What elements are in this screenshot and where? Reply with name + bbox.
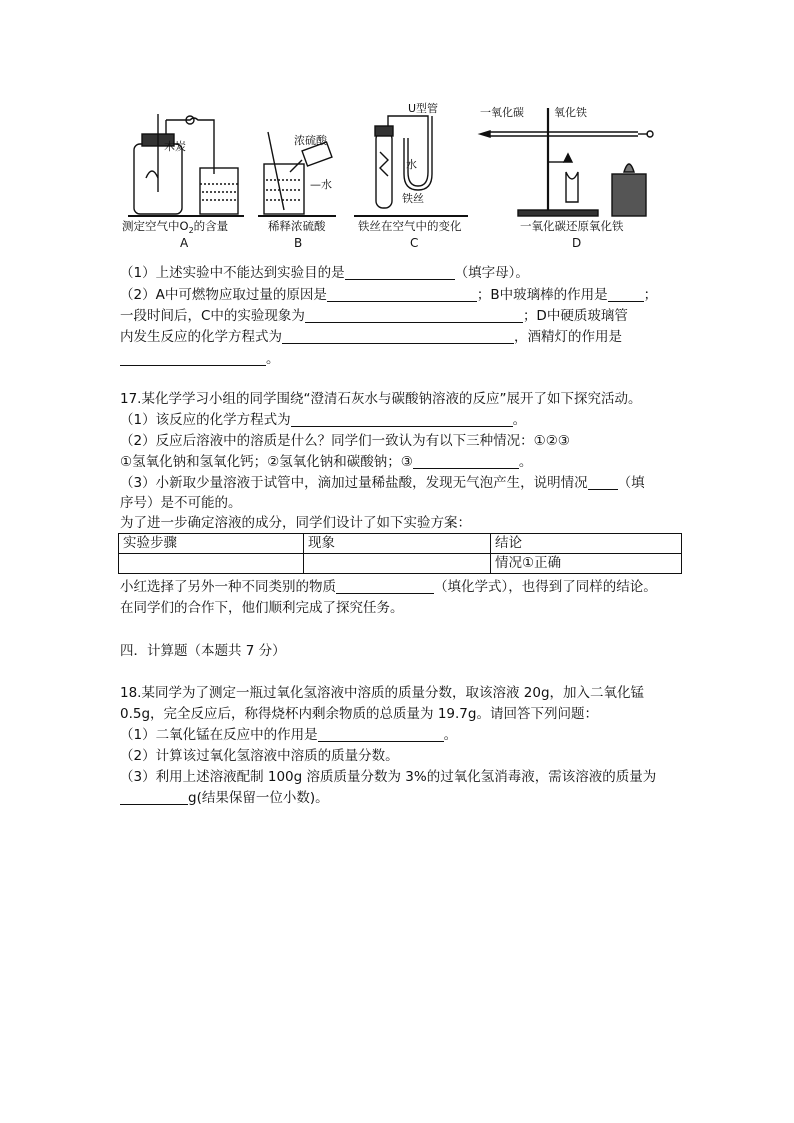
answer-blank[interactable]	[336, 579, 434, 594]
label-water-b: —水	[310, 178, 332, 191]
q18-part1: （1）二氧化锰在反应中的作用是 。	[120, 727, 458, 743]
q18-part3: （3）利用上述溶液配制 100g 溶质质量分数为 3%的过氧化氢消毒液，需该溶液的质量为	[120, 769, 657, 785]
q16-part5: 。	[120, 350, 280, 368]
q18-part2: （2）计算该过氧化氢溶液中溶质的质量分数。	[120, 748, 399, 764]
caption-c: 铁丝在空气中的变化	[358, 219, 462, 233]
answer-blank[interactable]	[282, 329, 514, 344]
caption-b: 稀释浓硫酸	[268, 219, 326, 233]
letter-d: D	[572, 236, 582, 250]
q17-part2: （2）反应后溶液中的溶质是什么？同学们一致认为有以下三种情况：①②③	[120, 433, 570, 449]
apparatus-d	[480, 108, 653, 216]
q16-part1: （1）上述实验中不能达到实验目的是 （填字母）。	[120, 265, 529, 281]
answer-blank[interactable]	[120, 790, 188, 805]
q17-part5: 小红选择了另外一种不同类别的物质 （填化学式），也得到了同样的结论。	[120, 579, 657, 595]
label-water-c: 水	[406, 158, 417, 171]
table-header-row	[119, 534, 682, 554]
answer-blank[interactable]	[608, 287, 644, 302]
apparatus-drawing	[118, 102, 678, 254]
label-co: 一氧化碳	[480, 106, 524, 119]
answer-blank[interactable]	[318, 727, 444, 742]
table-row	[119, 554, 682, 574]
answer-blank[interactable]	[345, 265, 455, 280]
table-header-cell: 现象	[304, 534, 491, 554]
q16-part4: 内发生反应的化学方程式为 ，酒精灯的作用是	[120, 329, 622, 345]
q18-part3b: g(结果保留一位小数)。	[120, 789, 329, 807]
answer-blank[interactable]	[120, 351, 266, 366]
table-cell: 情况①正确	[491, 554, 682, 574]
answer-blank[interactable]	[413, 454, 519, 469]
table-header-cell: 结论	[491, 534, 682, 554]
caption-a: 测定空气中$O_2$的含量	[122, 219, 229, 235]
section-4-title: 四．计算题（本题共 7 分）	[120, 643, 286, 659]
q16-part3: 一段时间后，C中的实验现象为 ；D中硬质玻璃管	[120, 308, 628, 324]
answer-blank[interactable]	[291, 412, 513, 427]
q17-part3: （3）小新取少量溶液于试管中，滴加过量稀盐酸，发现无气泡产生，说明情况 （填	[120, 475, 645, 491]
q17-part3b: 序号）是不可能的。	[120, 495, 242, 511]
q17-stem: 17.某化学学习小组的同学围绕“澄清石灰水与碳酸钠溶液的反应”展开了如下探究活动。	[120, 391, 642, 407]
q17-part2b: ①氢氧化钠和氢氧化钙；②氢氧化钠和碳酸钠；③ 。	[120, 454, 533, 470]
q18-stem-2: 0.5g，完全反应后，称得烧杯内剩余物质的总质量为 19.7g。请回答下列问题：	[120, 706, 598, 722]
caption-d: 一氧化碳还原氧化铁	[520, 219, 624, 233]
label-utube: U型管	[408, 102, 439, 115]
table-cell[interactable]	[119, 554, 304, 574]
q16-part2: （2）A中可燃物应取过量的原因是 ；B中玻璃棒的作用是 ；	[120, 287, 658, 303]
label-acid: 浓硫酸	[294, 134, 327, 147]
label-wire: 铁丝	[402, 192, 424, 205]
table-cell[interactable]	[304, 554, 491, 574]
label-charcoal: 木炭	[164, 140, 186, 153]
q17-part1: （1）该反应的化学方程式为 。	[120, 412, 527, 428]
table-header-cell: 实验步骤	[119, 534, 304, 554]
experiment-table	[118, 533, 682, 574]
answer-blank[interactable]	[305, 308, 523, 323]
letter-c: C	[410, 236, 419, 250]
q17-table-intro: 为了进一步确定溶液的成分，同学们设计了如下实验方案：	[120, 515, 471, 531]
experiment-figure	[118, 102, 678, 254]
q18-stem-1: 18.某同学为了测定一瓶过氧化氢溶液中溶质的质量分数，取该溶液 20g，加入二氧化锰	[120, 685, 645, 701]
q17-part6: 在同学们的合作下，他们顺利完成了探究任务。	[120, 600, 404, 616]
letter-b: B	[294, 236, 303, 250]
label-fe2o3: 氧化铁	[554, 106, 587, 119]
answer-blank[interactable]	[327, 287, 477, 302]
apparatus-a	[128, 114, 244, 216]
letter-a: A	[180, 236, 189, 250]
answer-blank[interactable]	[588, 475, 618, 490]
